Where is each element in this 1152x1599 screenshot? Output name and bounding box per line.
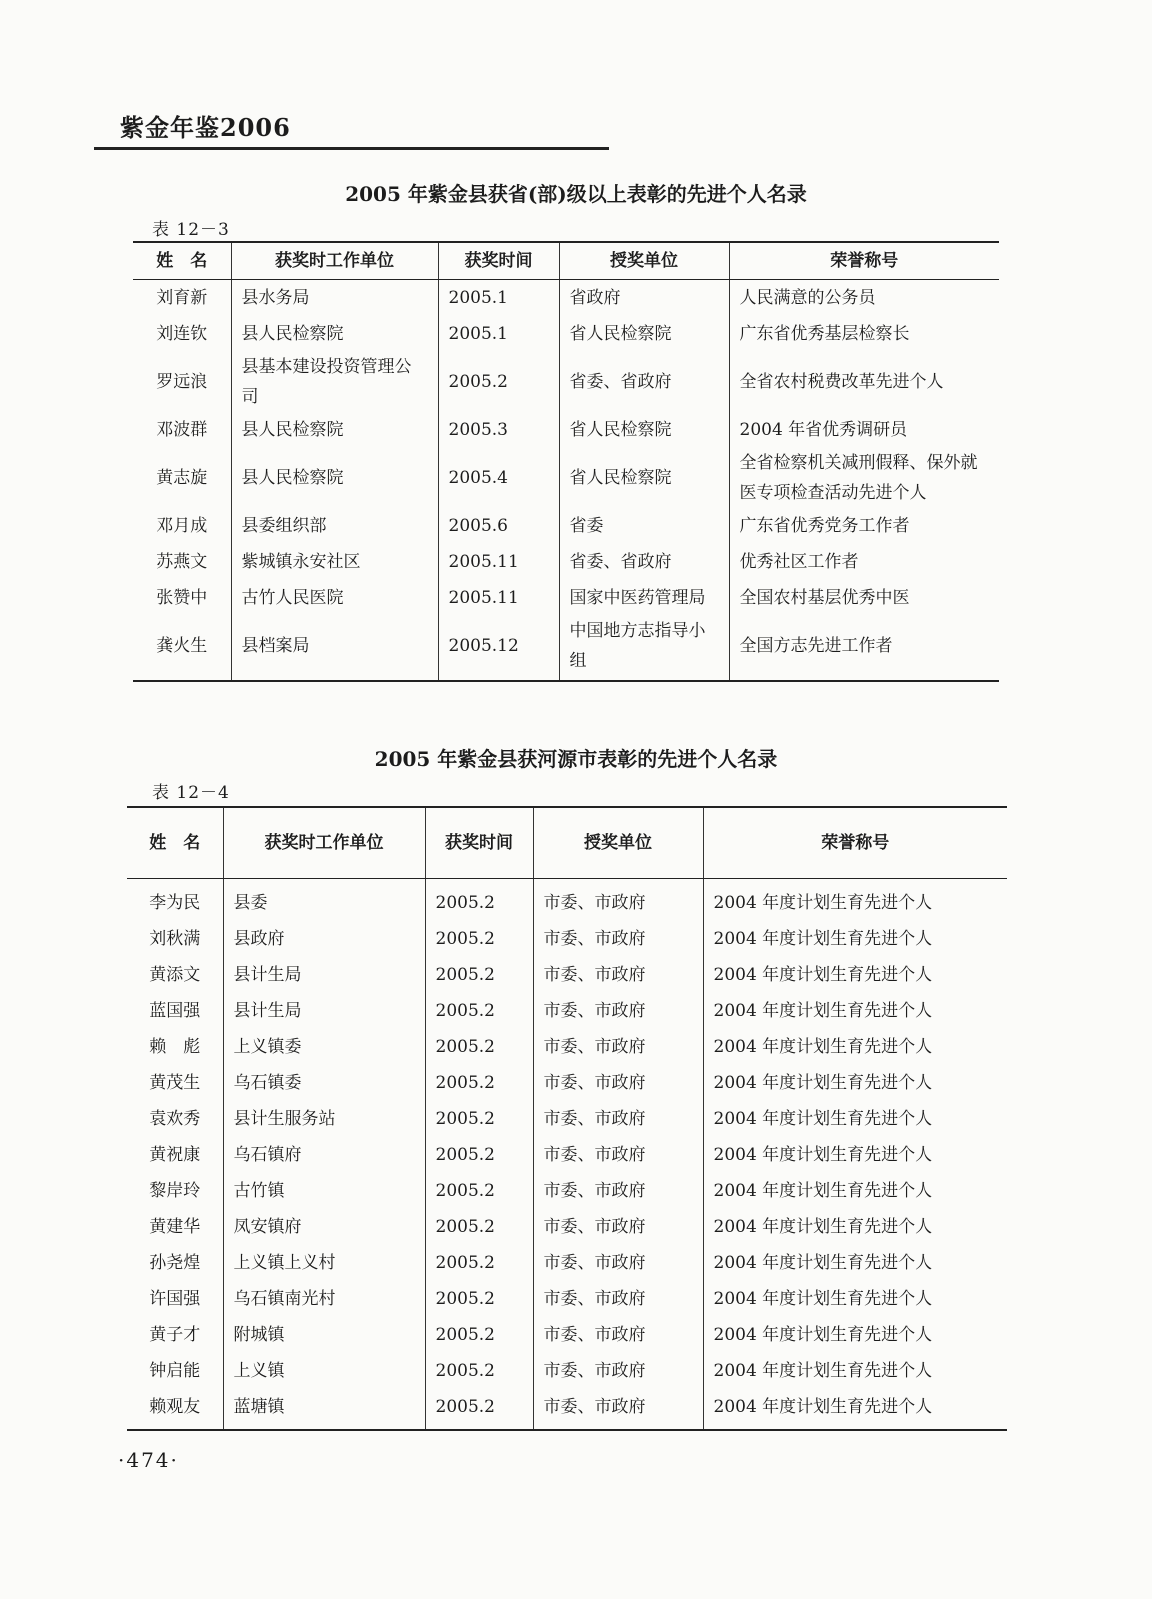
table-row: [127, 1281, 1007, 1317]
cell-unit: 附城镇: [223, 1317, 425, 1353]
cell-date: 2005.1: [438, 316, 559, 352]
table-row: [133, 616, 999, 681]
cell-date: 2005.2: [425, 993, 533, 1029]
cell-name: 孙尧煌: [149, 1253, 201, 1273]
table1-header-honor: 荣誉称号: [729, 242, 999, 280]
table2-header-unit: 获奖时工作单位: [223, 807, 425, 879]
cell-date: 2005.1: [438, 280, 559, 317]
cell-date: 2005.2: [425, 1209, 533, 1245]
cell-honor: 2004 年度计划生育先进个人: [703, 1065, 1007, 1101]
cell-unit: 县人民检察院: [231, 412, 438, 448]
cell-name: 黄茂生: [149, 1073, 201, 1093]
cell-date: 2005.11: [438, 544, 559, 580]
cell-awarder: 市委、市政府: [533, 1245, 703, 1281]
table1-header-date: 获奖时间: [438, 242, 559, 280]
cell-awarder: 省政府: [559, 280, 729, 317]
cell-honor: 2004 年度计划生育先进个人: [703, 1281, 1007, 1317]
cell-date: 2005.6: [438, 508, 559, 544]
cell-unit: 县人民检察院: [231, 448, 438, 508]
cell-awarder: 省委、省政府: [559, 544, 729, 580]
cell-honor: 2004 年度计划生育先进个人: [703, 957, 1007, 993]
cell-unit: 县委组织部: [231, 508, 438, 544]
cell-name: 张赞中: [156, 588, 208, 608]
table-row: [127, 1389, 1007, 1430]
cell-date: 2005.2: [425, 879, 533, 922]
cell-awarder: 市委、市政府: [533, 1281, 703, 1317]
cell-date: 2005.12: [438, 616, 559, 681]
cell-awarder: 市委、市政府: [533, 1137, 703, 1173]
table1-header-row: [133, 242, 999, 280]
cell-date: 2005.11: [438, 580, 559, 616]
cell-honor: 优秀社区工作者: [729, 544, 999, 580]
cell-name: 钟启能: [149, 1361, 201, 1381]
table2-header-honor: 荣誉称号: [703, 807, 1007, 879]
cell-honor: 2004 年度计划生育先进个人: [703, 1353, 1007, 1389]
cell-date: 2005.2: [425, 1173, 533, 1209]
table2-header-name: 姓 名: [127, 807, 223, 879]
table1-title: 2005 年紫金县获省(部)级以上表彰的先进个人名录: [345, 182, 807, 206]
table-row: [133, 412, 999, 448]
table2-number: 表 12－4: [152, 783, 230, 803]
cell-honor: 2004 年度计划生育先进个人: [703, 921, 1007, 957]
cell-awarder: 市委、市政府: [533, 1173, 703, 1209]
cell-name: 刘秋满: [149, 929, 201, 949]
cell-date: 2005.2: [425, 1101, 533, 1137]
cell-date: 2005.2: [425, 1281, 533, 1317]
cell-name: 罗远浪: [156, 372, 208, 392]
cell-name: 黎岸玲: [149, 1181, 201, 1201]
cell-awarder: 市委、市政府: [533, 921, 703, 957]
table-row: [127, 1353, 1007, 1389]
cell-unit: 古竹人民医院: [231, 580, 438, 616]
table1-header-name: 姓 名: [133, 242, 231, 280]
cell-awarder: 市委、市政府: [533, 1317, 703, 1353]
cell-date: 2005.2: [438, 352, 559, 412]
cell-date: 2005.2: [425, 1065, 533, 1101]
table2: [127, 806, 1007, 1431]
cell-awarder: 中国地方志指导小组: [559, 616, 729, 681]
table-row: [127, 1065, 1007, 1101]
cell-name: 邓月成: [156, 516, 208, 536]
cell-unit: 县基本建设投资管理公司: [231, 352, 438, 412]
cell-unit: 乌石镇府: [223, 1137, 425, 1173]
cell-honor: 2004 年度计划生育先进个人: [703, 1173, 1007, 1209]
cell-awarder: 省人民检察院: [559, 412, 729, 448]
cell-unit: 县水务局: [231, 280, 438, 317]
table-row: [127, 1137, 1007, 1173]
header-rule: [94, 147, 609, 150]
cell-honor: 2004 年度计划生育先进个人: [703, 1317, 1007, 1353]
table1-header-awarder: 授奖单位: [559, 242, 729, 280]
cell-awarder: 国家中医药管理局: [559, 580, 729, 616]
cell-name: 龚火生: [156, 636, 208, 656]
table-row: [133, 508, 999, 544]
cell-unit: 县计生局: [223, 993, 425, 1029]
cell-honor: 人民满意的公务员: [729, 280, 999, 317]
cell-name: 黄添文: [149, 965, 201, 985]
cell-unit: 上义镇委: [223, 1029, 425, 1065]
cell-honor: 2004 年度计划生育先进个人: [703, 1245, 1007, 1281]
cell-honor: 全国农村基层优秀中医: [729, 580, 999, 616]
cell-date: 2005.2: [425, 957, 533, 993]
cell-honor: 2004 年度计划生育先进个人: [703, 879, 1007, 922]
cell-name: 赖观友: [149, 1397, 201, 1417]
table-row: [127, 1317, 1007, 1353]
cell-awarder: 市委、市政府: [533, 1209, 703, 1245]
cell-date: 2005.2: [425, 921, 533, 957]
table-row: [127, 993, 1007, 1029]
cell-honor: 广东省优秀基层检察长: [729, 316, 999, 352]
cell-awarder: 省委、省政府: [559, 352, 729, 412]
cell-honor: 2004 年度计划生育先进个人: [703, 993, 1007, 1029]
cell-awarder: 市委、市政府: [533, 1389, 703, 1430]
cell-date: 2005.2: [425, 1029, 533, 1065]
cell-awarder: 市委、市政府: [533, 1101, 703, 1137]
cell-name: 黄子才: [149, 1325, 201, 1345]
table-row: [127, 1029, 1007, 1065]
table-row: [133, 280, 999, 317]
cell-date: 2005.3: [438, 412, 559, 448]
table-row: [133, 544, 999, 580]
cell-unit: 上义镇: [223, 1353, 425, 1389]
cell-name: 黄志旋: [156, 468, 208, 488]
table-row: [127, 957, 1007, 993]
cell-name: 黄建华: [149, 1217, 201, 1237]
cell-honor: 2004 年度计划生育先进个人: [703, 1137, 1007, 1173]
cell-awarder: 省人民检察院: [559, 316, 729, 352]
cell-name: 赖 彪: [149, 1037, 201, 1057]
cell-unit: 古竹镇: [223, 1173, 425, 1209]
table-row: [127, 879, 1007, 922]
cell-unit: 蓝塘镇: [223, 1389, 425, 1430]
cell-name: 苏燕文: [156, 552, 208, 572]
cell-name: 李为民: [149, 893, 201, 913]
cell-awarder: 市委、市政府: [533, 1065, 703, 1101]
cell-unit: 乌石镇委: [223, 1065, 425, 1101]
table1: [133, 241, 999, 682]
cell-awarder: 市委、市政府: [533, 879, 703, 922]
cell-unit: 凤安镇府: [223, 1209, 425, 1245]
cell-name: 邓波群: [156, 420, 208, 440]
cell-honor: 全省检察机关减刑假释、保外就医专项检查活动先进个人: [729, 448, 999, 508]
table-row: [127, 1209, 1007, 1245]
cell-unit: 县计生局: [223, 957, 425, 993]
table-row: [127, 1173, 1007, 1209]
cell-honor: 2004 年度计划生育先进个人: [703, 1029, 1007, 1065]
cell-date: 2005.2: [425, 1353, 533, 1389]
cell-honor: 全国方志先进工作者: [729, 616, 999, 681]
cell-name: 黄祝康: [149, 1145, 201, 1165]
table1-header-unit: 获奖时工作单位: [231, 242, 438, 280]
cell-honor: 广东省优秀党务工作者: [729, 508, 999, 544]
cell-honor: 2004 年度计划生育先进个人: [703, 1209, 1007, 1245]
cell-date: 2005.2: [425, 1137, 533, 1173]
cell-unit: 紫城镇永安社区: [231, 544, 438, 580]
cell-unit: 县计生服务站: [223, 1101, 425, 1137]
cell-name: 许国强: [149, 1289, 201, 1309]
table2-header-date: 获奖时间: [425, 807, 533, 879]
cell-date: 2005.4: [438, 448, 559, 508]
cell-awarder: 市委、市政府: [533, 993, 703, 1029]
cell-awarder: 市委、市政府: [533, 957, 703, 993]
cell-name: 袁欢秀: [149, 1109, 201, 1129]
cell-name: 刘连钦: [156, 324, 208, 344]
cell-honor: 全省农村税费改革先进个人: [729, 352, 999, 412]
cell-date: 2005.2: [425, 1245, 533, 1281]
cell-honor: 2004 年度计划生育先进个人: [703, 1389, 1007, 1430]
table-row: [127, 1245, 1007, 1281]
table-row: [133, 316, 999, 352]
cell-unit: 上义镇上义村: [223, 1245, 425, 1281]
cell-date: 2005.2: [425, 1389, 533, 1430]
table2-header-row: [127, 807, 1007, 879]
cell-unit: 县委: [223, 879, 425, 922]
cell-unit: 县政府: [223, 921, 425, 957]
cell-honor: 2004 年度计划生育先进个人: [703, 1101, 1007, 1137]
table2-header-awarder: 授奖单位: [533, 807, 703, 879]
cell-honor: 2004 年省优秀调研员: [729, 412, 999, 448]
cell-awarder: 市委、市政府: [533, 1029, 703, 1065]
table-row: [133, 352, 999, 412]
page-number: ·474·: [118, 1448, 179, 1472]
table-row: [127, 921, 1007, 957]
table1-number: 表 12－3: [152, 220, 230, 240]
cell-name: 蓝国强: [149, 1001, 201, 1021]
table-row: [127, 1101, 1007, 1137]
cell-awarder: 市委、市政府: [533, 1353, 703, 1389]
table-row: [133, 580, 999, 616]
cell-unit: 县人民检察院: [231, 316, 438, 352]
running-head: 紫金年鉴2006: [120, 113, 291, 142]
cell-unit: 县档案局: [231, 616, 438, 681]
table-row: [133, 448, 999, 508]
cell-awarder: 省人民检察院: [559, 448, 729, 508]
cell-unit: 乌石镇南光村: [223, 1281, 425, 1317]
cell-awarder: 省委: [559, 508, 729, 544]
table2-title: 2005 年紫金县获河源市表彰的先进个人名录: [374, 747, 778, 771]
cell-date: 2005.2: [425, 1317, 533, 1353]
cell-name: 刘育新: [156, 288, 208, 308]
